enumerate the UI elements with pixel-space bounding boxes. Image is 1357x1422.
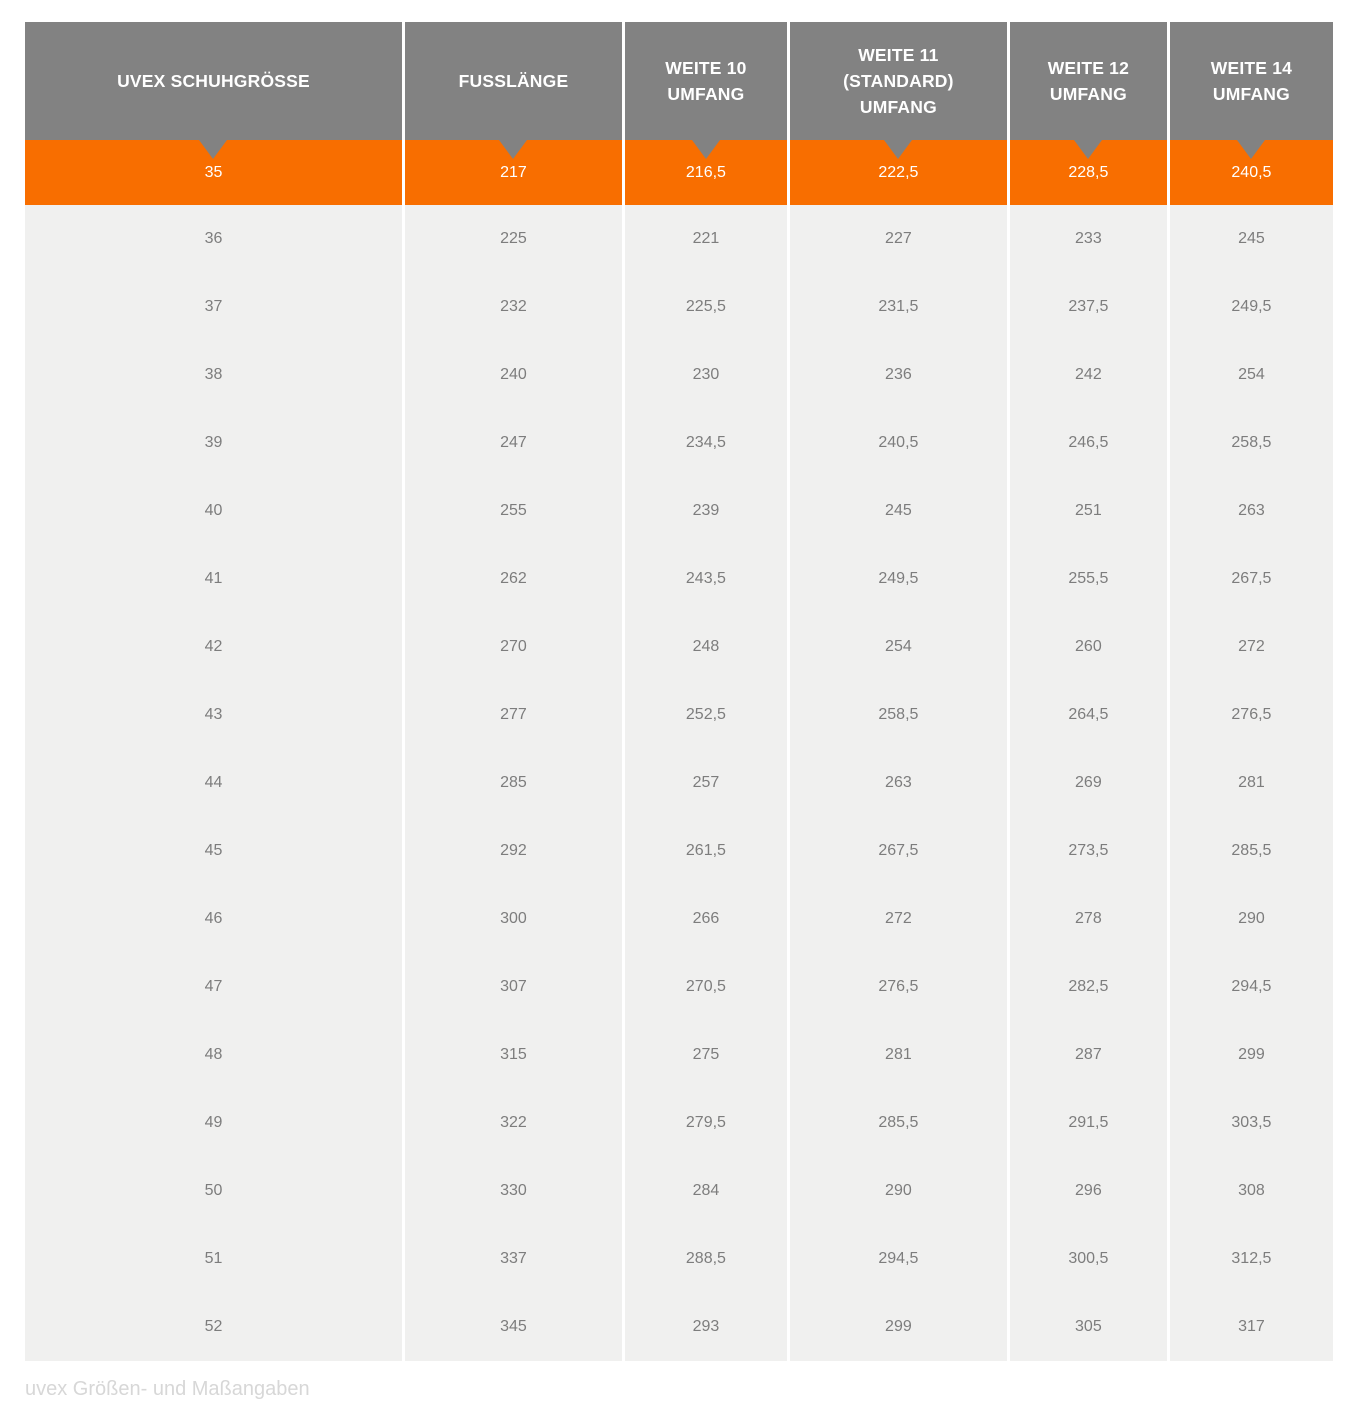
table-cell: 272 [790,885,1010,953]
table-cell: 45 [25,817,405,885]
table-cell: 36 [25,205,405,273]
table-cell: 292 [405,817,625,885]
table-cell: 275 [625,1021,790,1089]
table-cell: 221 [625,205,790,273]
table-cell: 251 [1010,477,1170,545]
table-cell: 41 [25,545,405,613]
table-row[interactable] [25,341,1333,409]
table-caption: uvex Größen- und Maßangaben [25,1378,310,1400]
table-row[interactable] [25,477,1333,545]
header-weite-12-umfang [1010,22,1170,140]
table-cell: 291,5 [1010,1089,1170,1157]
table-row[interactable] [25,409,1333,477]
table-cell: 273,5 [1010,817,1170,885]
header-weite-11-standard-umfang [790,22,1010,140]
table-row[interactable] [25,205,1333,273]
table-cell: 330 [405,1157,625,1225]
table-cell: 276,5 [790,953,1010,1021]
table-cell: 237,5 [1010,273,1170,341]
chevron-down-icon [1237,140,1265,159]
table-row[interactable] [25,273,1333,341]
table-cell: 248 [625,613,790,681]
table-cell: 263 [1238,502,1265,519]
table-cell: 227 [790,205,1010,273]
table-row[interactable] [25,681,1333,749]
table-cell: 294,5 [1231,978,1272,995]
table-cell: 255 [405,477,625,545]
table-cell: 281 [1238,774,1265,791]
table-cell: 270 [405,613,625,681]
header-fusslaenge [405,22,625,140]
table-cell: 284 [625,1157,790,1225]
chevron-down-icon [499,140,527,159]
table-cell: 231,5 [790,273,1010,341]
table-cell: 287 [1010,1021,1170,1089]
table-cell: 277 [405,681,625,749]
table-cell: 276,5 [1231,706,1272,723]
chevron-down-icon [1074,140,1102,159]
table-cell: 307 [405,953,625,1021]
table-cell: 230 [625,341,790,409]
table-cell: 305 [1010,1293,1170,1361]
table-cell: 263 [790,749,1010,817]
table-cell: 47 [25,953,405,1021]
table-cell: 299 [1238,1046,1265,1063]
table-cell: 285,5 [1231,842,1272,859]
header-label: UMFANG [1212,84,1290,104]
table-cell: 49 [25,1089,405,1157]
header-label: WEITE 14 [1210,58,1293,78]
table-cell: 48 [25,1021,405,1089]
table-cell: 293 [625,1293,790,1361]
table-cell: 51 [25,1225,405,1293]
table-cell: 40 [25,477,405,545]
table-cell: 261,5 [625,817,790,885]
table-cell: 243,5 [625,545,790,613]
table-cell: 240,5 [1231,163,1272,181]
table-header [25,22,1333,140]
table-cell: 281 [790,1021,1010,1089]
table-cell: 216,5 [625,140,790,205]
table-cell: 282,5 [1010,953,1170,1021]
table-cell: 254 [1238,366,1265,383]
header-label: UMFANG [1049,84,1127,104]
table-cell: 267,5 [790,817,1010,885]
table-cell: 236 [790,341,1010,409]
table-cell: 242 [1010,341,1170,409]
table-cell: 345 [405,1293,625,1361]
table-row[interactable] [25,1157,1333,1225]
table-cell: 254 [790,613,1010,681]
table-cell: 35 [25,140,405,205]
table-cell: 257 [625,749,790,817]
table-cell: 233 [1010,205,1170,273]
table-cell: 296 [1010,1157,1170,1225]
table-cell: 300 [405,885,625,953]
table-cell: 278 [1010,885,1170,953]
table-cell: 217 [405,140,625,205]
table-cell: 225,5 [625,273,790,341]
table-row[interactable] [25,885,1333,953]
table-row[interactable] [25,749,1333,817]
table-cell: 37 [25,273,405,341]
table-cell: 290 [790,1157,1010,1225]
table-cell: 303,5 [1231,1114,1272,1131]
table-cell: 317 [1238,1318,1265,1335]
table-cell: 308 [1238,1182,1265,1199]
header-weite-14-umfang [1170,22,1333,140]
header-label: WEITE 10 [665,58,747,78]
chevron-down-icon [884,140,912,159]
table-row[interactable] [25,953,1333,1021]
table-cell: 337 [405,1225,625,1293]
table-cell: 290 [1238,910,1265,927]
table-cell: 279,5 [625,1089,790,1157]
table-cell: 285 [405,749,625,817]
table-cell: 232 [405,273,625,341]
table-cell: 249,5 [790,545,1010,613]
table-cell: 262 [405,545,625,613]
table-cell: 246,5 [1010,409,1170,477]
table-cell: 266 [625,885,790,953]
header-uvex-schuhgroesse [25,22,405,140]
header-label: UVEX SCHUHGRÖSSE [117,71,310,91]
table-cell: 44 [25,749,405,817]
table-cell: 43 [25,681,405,749]
table-cell: 260 [1010,613,1170,681]
table-cell: 245 [1238,230,1265,247]
table-cell: 294,5 [790,1225,1010,1293]
header-label: FUSSLÄNGE [458,71,569,91]
table-cell: 247 [405,409,625,477]
table-row[interactable] [25,817,1333,885]
header-label: (STANDARD) [843,71,954,91]
table-cell: 272 [1238,638,1265,655]
table-body [25,140,1333,1361]
table-cell: 38 [25,341,405,409]
table-cell: 46 [25,885,405,953]
table-cell: 252,5 [625,681,790,749]
table-cell: 225 [405,205,625,273]
table-cell: 288,5 [625,1225,790,1293]
table-cell: 234,5 [625,409,790,477]
table-row[interactable] [25,1021,1333,1089]
table-cell: 267,5 [1231,570,1272,587]
table-cell: 322 [405,1089,625,1157]
table-cell: 52 [25,1293,405,1361]
header-label: WEITE 12 [1047,58,1130,78]
header-weite-10-umfang [625,22,790,140]
table-row[interactable] [25,613,1333,681]
table-cell: 258,5 [790,681,1010,749]
table-cell: 50 [25,1157,405,1225]
table-cell: 240 [405,341,625,409]
table-cell: 239 [625,477,790,545]
table-row[interactable] [25,1225,1333,1293]
header-label: UMFANG [667,84,745,104]
table-row[interactable] [25,1089,1333,1157]
table-cell: 285,5 [790,1089,1010,1157]
table-cell: 269 [1010,749,1170,817]
table-cell: 39 [25,409,405,477]
chevron-down-icon [199,140,227,159]
table-cell: 315 [405,1021,625,1089]
chevron-down-icon [692,140,720,159]
table-cell: 264,5 [1010,681,1170,749]
table-cell: 255,5 [1010,545,1170,613]
table-cell: 245 [790,477,1010,545]
table-cell: 258,5 [1231,434,1272,451]
table-cell: 300,5 [1010,1225,1170,1293]
table-cell: 42 [25,613,405,681]
header-label: WEITE 11 [858,45,939,65]
size-table [25,22,1333,1361]
table-row[interactable] [25,545,1333,613]
header-label: UMFANG [859,97,937,117]
table-cell: 299 [790,1293,1010,1361]
table-cell: 270,5 [625,953,790,1021]
table-cell: 240,5 [790,409,1010,477]
table-row[interactable] [25,1293,1333,1361]
table-cell: 312,5 [1231,1250,1272,1267]
table-cell: 222,5 [790,140,1010,205]
table-cell: 249,5 [1231,298,1272,315]
table-cell: 228,5 [1010,140,1170,205]
header-row [25,22,1333,140]
